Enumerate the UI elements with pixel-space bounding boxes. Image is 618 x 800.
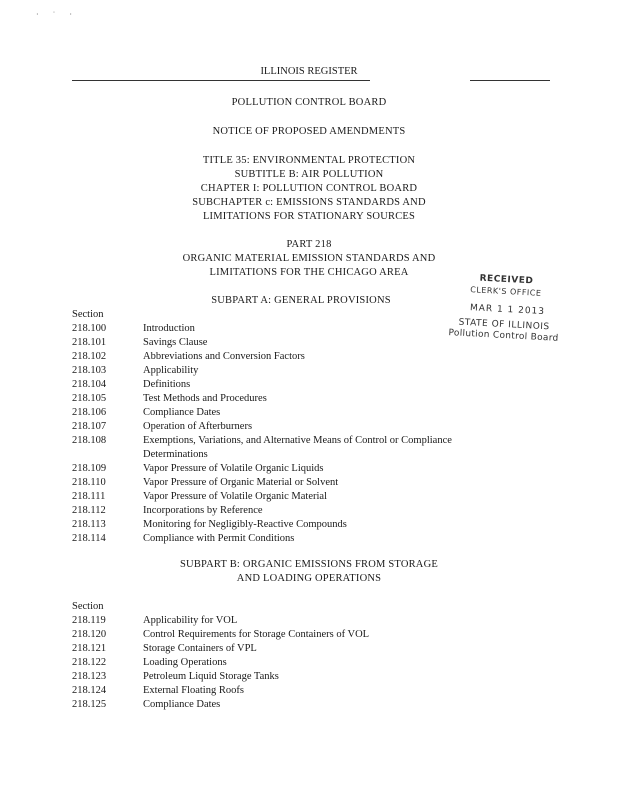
subpart-a-heading: SUBPART A: GENERAL PROVISIONS [211, 295, 391, 306]
register-title: ILLINOIS REGISTER [260, 66, 358, 77]
toc-row [72, 322, 552, 336]
stamp-date: MAR 1 1 2013 [469, 303, 546, 318]
section-number: 218.100 [72, 323, 107, 334]
chapter-heading: CHAPTER I: POLLUTION CONTROL BOARD [200, 183, 418, 194]
section-title: Petroleum Liquid Storage Tanks [143, 671, 279, 682]
toc-row [72, 336, 552, 350]
toc-row [72, 698, 552, 712]
subpart-b-toc [72, 600, 552, 712]
toc-row [72, 628, 552, 642]
section-number: 218.112 [72, 505, 106, 516]
section-number: 218.119 [72, 615, 106, 626]
toc-row [72, 684, 552, 698]
section-number: 218.122 [72, 657, 107, 668]
section-number: 218.108 [72, 435, 107, 446]
header-rule-right [470, 80, 550, 81]
toc-row [72, 350, 552, 364]
part-title-line2: LIMITATIONS FOR THE CHICAGO AREA [209, 267, 409, 278]
section-title: Storage Containers of VPL [143, 643, 257, 654]
section-number [72, 448, 143, 462]
toc-row [72, 392, 552, 406]
section-number: 218.124 [72, 685, 107, 696]
stamp-state: STATE OF ILLINOIS [458, 317, 550, 333]
subpart-b-heading-line1: SUBPART B: ORGANIC EMISSIONS FROM STORAGE [180, 559, 438, 570]
subpart-b-heading-line2: AND LOADING OPERATIONS [236, 573, 382, 584]
section-title: Exemptions, Variations, and Alternative Means of Control or Compliance [143, 435, 452, 446]
stamp-board: Pollution Control Board [448, 328, 559, 344]
section-title: Test Methods and Procedures [143, 393, 267, 404]
section-number: 218.110 [72, 477, 106, 488]
section-number: 218.125 [72, 699, 107, 710]
toc-row [72, 476, 552, 490]
toc-row [72, 532, 552, 546]
agency-name: POLLUTION CONTROL BOARD [231, 97, 387, 108]
section-number: 218.123 [72, 671, 107, 682]
section-number: 218.101 [72, 337, 107, 348]
toc-row [72, 504, 552, 518]
subtitle-heading: SUBTITLE B: AIR POLLUTION [234, 169, 384, 180]
toc-row [72, 378, 552, 392]
section-title: Monitoring for Negligibly-Reactive Compounds [143, 519, 347, 530]
section-title: Incorporations by Reference [143, 505, 263, 516]
subchapter-heading: SUBCHAPTER c: EMISSIONS STANDARDS AND [192, 197, 426, 208]
section-title: Introduction [143, 323, 195, 334]
part-title-line1: ORGANIC MATERIAL EMISSION STANDARDS AND [182, 253, 436, 264]
section-number: 218.111 [72, 491, 106, 502]
toc-row [72, 420, 552, 434]
section-title: Abbreviations and Conversion Factors [143, 351, 305, 362]
section-number: 218.120 [72, 629, 107, 640]
section-title: Vapor Pressure of Volatile Organic Liquids [143, 463, 324, 474]
section-number: 218.114 [72, 533, 106, 544]
notice-title: NOTICE OF PROPOSED AMENDMENTS [212, 126, 406, 137]
section-title: Vapor Pressure of Volatile Organic Material [143, 491, 327, 502]
toc-row [72, 614, 552, 628]
section-title: Definitions [143, 379, 191, 390]
toc-row [72, 434, 552, 448]
section-title: Applicability for VOL [143, 615, 238, 626]
toc-row [72, 448, 552, 462]
section-number: 218.105 [72, 393, 107, 404]
toc-row [72, 364, 552, 378]
section-number: 218.103 [72, 365, 107, 376]
section-title: Loading Operations [143, 657, 227, 668]
scan-specks: · ˙ · [36, 10, 78, 19]
section-title: Control Requirements for Storage Containers of VOL [143, 629, 370, 640]
section-number: 218.107 [72, 421, 107, 432]
section-number: 218.106 [72, 407, 107, 418]
subpart-a-toc [72, 308, 552, 546]
section-title: External Floating Roofs [143, 685, 244, 696]
toc-row [72, 670, 552, 684]
section-label: Section [72, 601, 104, 612]
toc-row [72, 406, 552, 420]
toc-row [72, 490, 552, 504]
toc-row [72, 656, 552, 670]
section-number: 218.104 [72, 379, 107, 390]
section-number: 218.102 [72, 351, 107, 362]
section-number: 218.121 [72, 643, 107, 654]
section-title: Operation of Afterburners [143, 421, 253, 432]
section-title: Determinations [143, 449, 208, 460]
section-title: Vapor Pressure of Organic Material or Solvent [143, 477, 339, 488]
part-number: PART 218 [286, 239, 332, 250]
toc-row [72, 518, 552, 532]
toc-row [72, 642, 552, 656]
section-label: Section [72, 309, 104, 320]
subchapter-heading-cont: LIMITATIONS FOR STATIONARY SOURCES [202, 211, 416, 222]
section-title: Compliance Dates [143, 407, 221, 418]
section-title: Compliance Dates [143, 699, 221, 710]
section-number: 218.113 [72, 519, 106, 530]
section-number: 218.109 [72, 463, 107, 474]
stamp-clerks-office: CLERK'S OFFICE [470, 285, 542, 298]
section-title: Compliance with Permit Conditions [143, 533, 295, 544]
stamp-received: RECEIVED [479, 273, 534, 287]
title-heading: TITLE 35: ENVIRONMENTAL PROTECTION [202, 155, 416, 166]
header-rule-left [72, 80, 370, 81]
toc-row [72, 462, 552, 476]
section-title: Savings Clause [143, 337, 208, 348]
section-title: Applicability [143, 365, 199, 376]
